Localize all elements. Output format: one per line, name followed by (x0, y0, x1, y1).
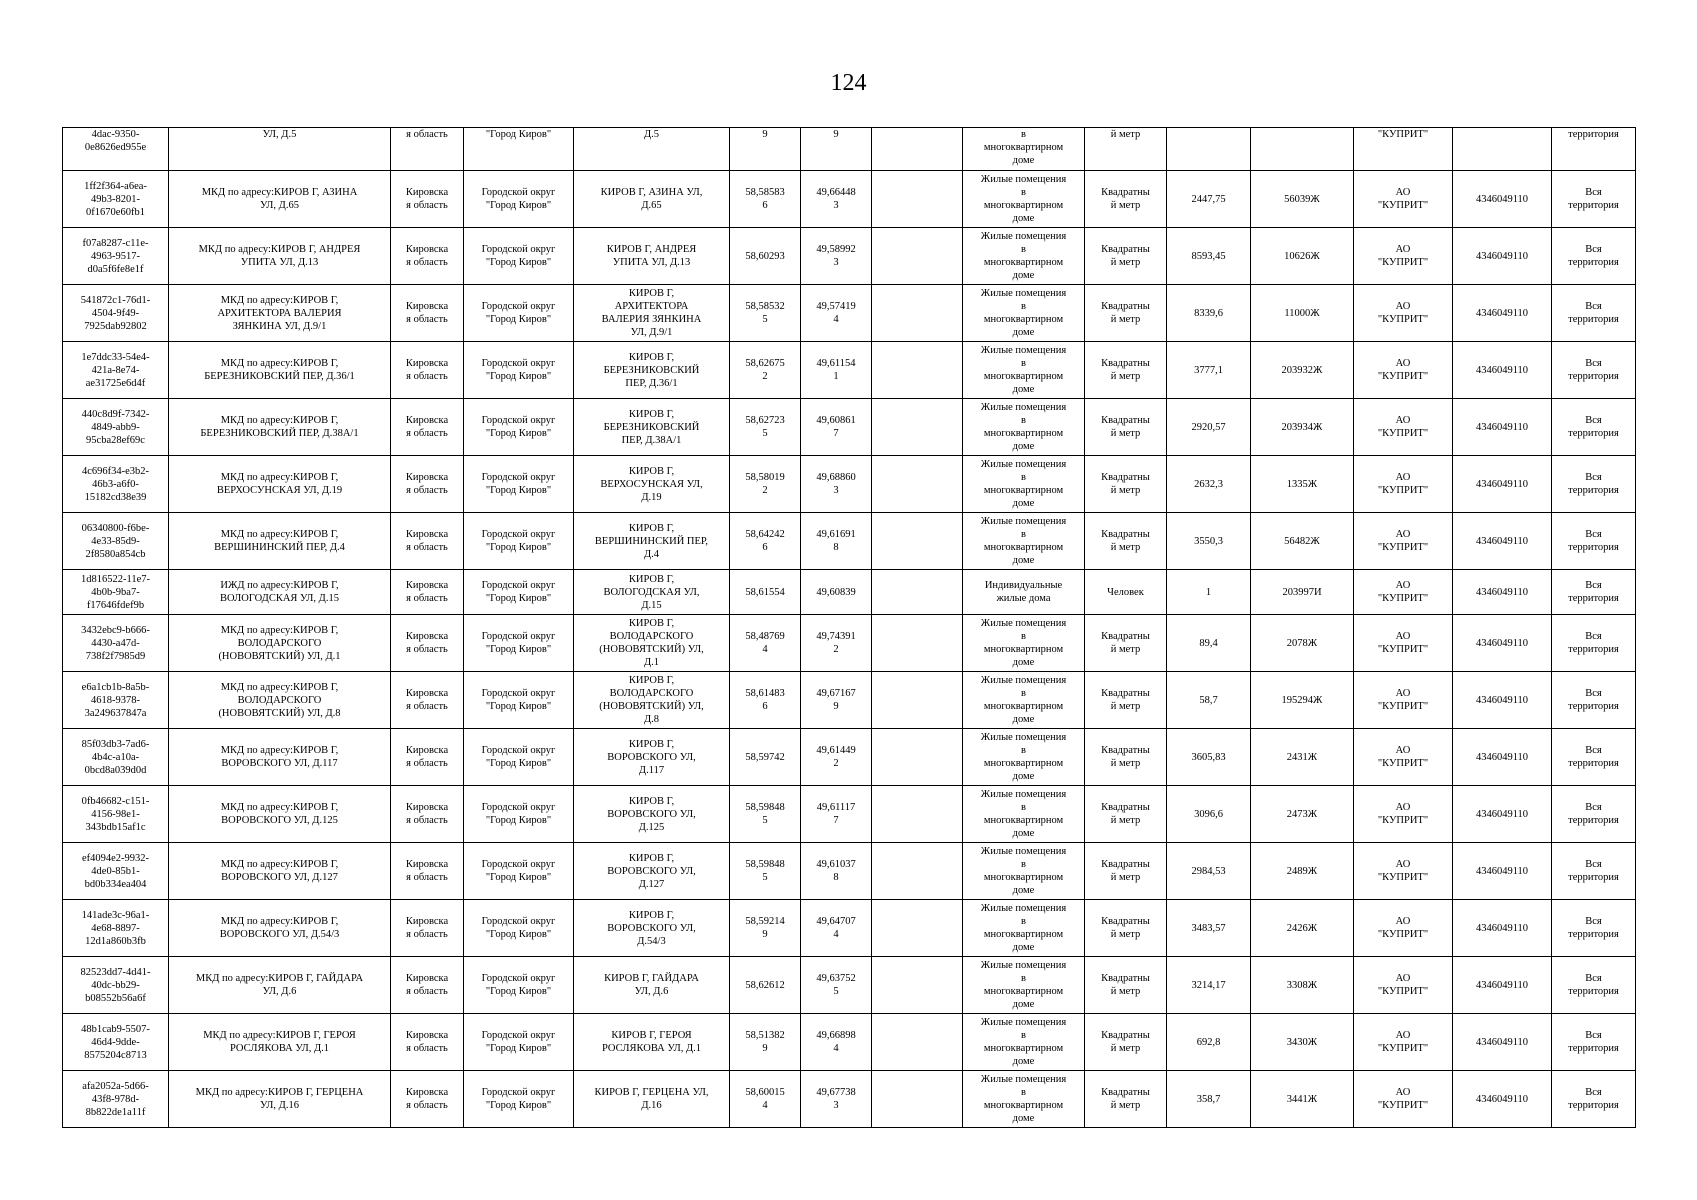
cell-inn: 4346049110 (1453, 456, 1552, 513)
table-row (63, 342, 1636, 399)
cell-address: КИРОВ Г, ГЕРОЯ РОСЛЯКОВА УЛ, Д.1 (574, 1014, 730, 1071)
cell-municipality: Городской округ "Город Киров" (464, 171, 574, 228)
cell-area: 3777,1 (1167, 342, 1251, 399)
table-row (63, 513, 1636, 570)
cell-region: Кировска я область (391, 513, 464, 570)
cell-blank (872, 615, 963, 672)
cell-category: Жилые помещения в многоквартирном доме (963, 900, 1085, 957)
cell-region: Кировска я область (391, 171, 464, 228)
cell-name: МКД по адресу:КИРОВ Г, АЗИНА УЛ, Д.65 (169, 171, 391, 228)
cell-blank (872, 399, 963, 456)
cell-latitude: 58,58583 6 (730, 171, 801, 228)
cell-municipality: Городской округ "Город Киров" (464, 615, 574, 672)
cell-category: Жилые помещения в многоквартирном доме (963, 843, 1085, 900)
table-row-continuation (63, 128, 1636, 171)
cell-id: 1d816522-11e7- 4b0b-9ba7- f17646fdef9b (63, 570, 169, 615)
cell-id: 48b1cab9-5507- 46d4-9dde- 8575204c8713 (63, 1014, 169, 1071)
cell-blank (872, 285, 963, 342)
cell-unit: Квадратны й метр (1085, 342, 1167, 399)
table-row (63, 843, 1636, 900)
cell-latitude: 9 (730, 128, 801, 171)
cell-address: КИРОВ Г, ВОРОВСКОГО УЛ, Д.125 (574, 786, 730, 843)
cell-region: Кировска я область (391, 1014, 464, 1071)
cell-name: МКД по адресу:КИРОВ Г, АНДРЕЯ УПИТА УЛ, Д.13 (169, 228, 391, 285)
cell-inn: 4346049110 (1453, 729, 1552, 786)
cell-name: МКД по адресу:КИРОВ Г, ВОЛОДАРСКОГО (НОВОВЯТСКИЙ) УЛ, Д.1 (169, 615, 391, 672)
cell-blank (872, 456, 963, 513)
cell-area: 89,4 (1167, 615, 1251, 672)
cell-unit: Квадратны й метр (1085, 786, 1167, 843)
cell-organization: АО "КУПРИТ" (1354, 342, 1453, 399)
cell-region: Кировска я область (391, 1071, 464, 1128)
cell-area: 3483,57 (1167, 900, 1251, 957)
cell-unit: Квадратны й метр (1085, 285, 1167, 342)
cell-latitude: 58,59742 (730, 729, 801, 786)
cell-unit: Квадратны й метр (1085, 513, 1167, 570)
cell-region: Кировска я область (391, 786, 464, 843)
cell-unit: Квадратны й метр (1085, 615, 1167, 672)
cell-blank (872, 1014, 963, 1071)
cell-municipality: Городской округ "Город Киров" (464, 786, 574, 843)
cell-organization: АО "КУПРИТ" (1354, 786, 1453, 843)
table-row (63, 228, 1636, 285)
page-number: 124 (830, 70, 867, 96)
cell-address: КИРОВ Г, ВЕРШИНИНСКИЙ ПЕР, Д.4 (574, 513, 730, 570)
cell-unit: Квадратны й метр (1085, 729, 1167, 786)
cell-region: Кировска я область (391, 729, 464, 786)
cell-inn: 4346049110 (1453, 672, 1552, 729)
cell-blank (872, 128, 963, 171)
cell-territory: Вся территория (1552, 399, 1636, 456)
table-row (63, 285, 1636, 342)
cell-region: Кировска я область (391, 285, 464, 342)
cell-territory: Вся территория (1552, 171, 1636, 228)
cell-name: УЛ, Д.5 (169, 128, 391, 171)
cell-longitude: 49,57419 4 (801, 285, 872, 342)
cell-area: 1 (1167, 570, 1251, 615)
cell-account: 2078Ж (1251, 615, 1354, 672)
cell-area: 2632,3 (1167, 456, 1251, 513)
cell-latitude: 58,58532 5 (730, 285, 801, 342)
cell-longitude: 49,61154 1 (801, 342, 872, 399)
cell-category: в многоквартирном доме (963, 128, 1085, 171)
cell-id: f07a8287-c11e- 4963-9517- d0a5f6fe8e1f (63, 228, 169, 285)
cell-longitude: 49,61037 8 (801, 843, 872, 900)
table-row (63, 786, 1636, 843)
cell-latitude: 58,61554 (730, 570, 801, 615)
table-row (63, 729, 1636, 786)
cell-name: МКД по адресу:КИРОВ Г, ГЕРОЯ РОСЛЯКОВА УЛ, Д.1 (169, 1014, 391, 1071)
cell-inn: 4346049110 (1453, 843, 1552, 900)
cell-account: 203997И (1251, 570, 1354, 615)
cell-inn: 4346049110 (1453, 786, 1552, 843)
cell-id: 141ade3c-96a1- 4e68-8897- 12d1a860b3fb (63, 900, 169, 957)
cell-address: КИРОВ Г, ВОЛОГОДСКАЯ УЛ, Д.15 (574, 570, 730, 615)
cell-blank (872, 786, 963, 843)
cell-organization: АО "КУПРИТ" (1354, 1014, 1453, 1071)
cell-inn: 4346049110 (1453, 342, 1552, 399)
cell-address: КИРОВ Г, ВОЛОДАРСКОГО (НОВОВЯТСКИЙ) УЛ, Д.8 (574, 672, 730, 729)
cell-name: ИЖД по адресу:КИРОВ Г, ВОЛОГОДСКАЯ УЛ, Д.15 (169, 570, 391, 615)
cell-id: 1e7ddc33-54e4- 421a-8e74- ae31725e6d4f (63, 342, 169, 399)
cell-longitude: 9 (801, 128, 872, 171)
cell-address: КИРОВ Г, ГЕРЦЕНА УЛ, Д.16 (574, 1071, 730, 1128)
cell-name: МКД по адресу:КИРОВ Г, БЕРЕЗНИКОВСКИЙ ПЕР, Д.36/1 (169, 342, 391, 399)
cell-territory: Вся территория (1552, 729, 1636, 786)
cell-municipality: Городской округ "Город Киров" (464, 285, 574, 342)
table-row (63, 456, 1636, 513)
cell-organization: АО "КУПРИТ" (1354, 615, 1453, 672)
cell-territory: Вся территория (1552, 957, 1636, 1014)
cell-latitude: 58,60293 (730, 228, 801, 285)
cell-unit: Человек (1085, 570, 1167, 615)
cell-address: Д.5 (574, 128, 730, 171)
cell-id: 4c696f34-e3b2- 46b3-a6f0- 15182cd38e39 (63, 456, 169, 513)
cell-area: 2984,53 (1167, 843, 1251, 900)
cell-territory: территория (1552, 128, 1636, 171)
cell-area: 8593,45 (1167, 228, 1251, 285)
cell-municipality: Городской округ "Город Киров" (464, 672, 574, 729)
cell-territory: Вся территория (1552, 285, 1636, 342)
cell-id: 06340800-f6be- 4e33-85d9- 2f8580a854cb (63, 513, 169, 570)
cell-longitude: 49,67738 3 (801, 1071, 872, 1128)
cell-region: я область (391, 128, 464, 171)
cell-municipality: Городской округ "Город Киров" (464, 729, 574, 786)
cell-address: КИРОВ Г, ГАЙДАРА УЛ, Д.6 (574, 957, 730, 1014)
cell-address: КИРОВ Г, ВОРОВСКОГО УЛ, Д.54/3 (574, 900, 730, 957)
cell-region: Кировска я область (391, 672, 464, 729)
cell-address: КИРОВ Г, АЗИНА УЛ, Д.65 (574, 171, 730, 228)
table-row (63, 672, 1636, 729)
cell-id: 0fb46682-c151- 4156-98e1- 343bdb15af1c (63, 786, 169, 843)
cell-territory: Вся территория (1552, 513, 1636, 570)
cell-longitude: 49,67167 9 (801, 672, 872, 729)
cell-blank (872, 843, 963, 900)
cell-region: Кировска я область (391, 570, 464, 615)
cell-account (1251, 128, 1354, 171)
cell-category: Жилые помещения в многоквартирном доме (963, 285, 1085, 342)
cell-account: 56039Ж (1251, 171, 1354, 228)
cell-unit: Квадратны й метр (1085, 1014, 1167, 1071)
cell-municipality: Городской округ "Город Киров" (464, 399, 574, 456)
cell-area: 3214,17 (1167, 957, 1251, 1014)
cell-organization: "КУПРИТ" (1354, 128, 1453, 171)
cell-id: e6a1cb1b-8a5b- 4618-9378- 3a249637847a (63, 672, 169, 729)
cell-area: 8339,6 (1167, 285, 1251, 342)
cell-category: Жилые помещения в многоквартирном доме (963, 1014, 1085, 1071)
cell-region: Кировска я область (391, 228, 464, 285)
cell-account: 2489Ж (1251, 843, 1354, 900)
cell-blank (872, 171, 963, 228)
cell-name: МКД по адресу:КИРОВ Г, ВОРОВСКОГО УЛ, Д.117 (169, 729, 391, 786)
cell-account: 203932Ж (1251, 342, 1354, 399)
cell-account: 3441Ж (1251, 1071, 1354, 1128)
cell-organization: АО "КУПРИТ" (1354, 285, 1453, 342)
cell-region: Кировска я область (391, 957, 464, 1014)
cell-area: 692,8 (1167, 1014, 1251, 1071)
cell-unit: Квадратны й метр (1085, 228, 1167, 285)
cell-organization: АО "КУПРИТ" (1354, 672, 1453, 729)
cell-name: МКД по адресу:КИРОВ Г, ВЕРШИНИНСКИЙ ПЕР, Д.4 (169, 513, 391, 570)
cell-territory: Вся территория (1552, 672, 1636, 729)
cell-id: 85f03db3-7ad6- 4b4c-a10a- 0bcd8a039d0d (63, 729, 169, 786)
cell-address: КИРОВ Г, ВОРОВСКОГО УЛ, Д.117 (574, 729, 730, 786)
cell-municipality: Городской округ "Город Киров" (464, 1071, 574, 1128)
cell-territory: Вся территория (1552, 900, 1636, 957)
cell-account: 2431Ж (1251, 729, 1354, 786)
cell-name: МКД по адресу:КИРОВ Г, БЕРЕЗНИКОВСКИЙ ПЕР, Д.38А/1 (169, 399, 391, 456)
cell-category: Жилые помещения в многоквартирном доме (963, 672, 1085, 729)
cell-territory: Вся территория (1552, 342, 1636, 399)
cell-territory: Вся территория (1552, 570, 1636, 615)
cell-region: Кировска я область (391, 900, 464, 957)
cell-address: КИРОВ Г, БЕРЕЗНИКОВСКИЙ ПЕР, Д.38А/1 (574, 399, 730, 456)
cell-category: Жилые помещения в многоквартирном доме (963, 615, 1085, 672)
cell-account: 2473Ж (1251, 786, 1354, 843)
cell-longitude: 49,61449 2 (801, 729, 872, 786)
cell-area: 2447,75 (1167, 171, 1251, 228)
cell-latitude: 58,62612 (730, 957, 801, 1014)
cell-municipality: Городской округ "Город Киров" (464, 456, 574, 513)
cell-area: 358,7 (1167, 1071, 1251, 1128)
cell-category: Жилые помещения в многоквартирном доме (963, 513, 1085, 570)
cell-unit: Квадратны й метр (1085, 399, 1167, 456)
cell-address: КИРОВ Г, БЕРЕЗНИКОВСКИЙ ПЕР, Д.36/1 (574, 342, 730, 399)
cell-account: 56482Ж (1251, 513, 1354, 570)
cell-latitude: 58,51382 9 (730, 1014, 801, 1071)
table-row (63, 570, 1636, 615)
cell-category: Индивидуальные жилые дома (963, 570, 1085, 615)
cell-region: Кировска я область (391, 342, 464, 399)
cell-category: Жилые помещения в многоквартирном доме (963, 399, 1085, 456)
cell-organization: АО "КУПРИТ" (1354, 1071, 1453, 1128)
cell-area: 3605,83 (1167, 729, 1251, 786)
cell-blank (872, 900, 963, 957)
cell-organization: АО "КУПРИТ" (1354, 570, 1453, 615)
cell-longitude: 49,74391 2 (801, 615, 872, 672)
table-body (63, 128, 1636, 1128)
cell-territory: Вся территория (1552, 228, 1636, 285)
cell-longitude: 49,66448 3 (801, 171, 872, 228)
cell-latitude: 58,48769 4 (730, 615, 801, 672)
cell-blank (872, 672, 963, 729)
cell-municipality: Городской округ "Город Киров" (464, 570, 574, 615)
cell-id: 4dac-9350- 0e8626ed955e (63, 128, 169, 171)
cell-inn: 4346049110 (1453, 957, 1552, 1014)
cell-municipality: Городской округ "Город Киров" (464, 843, 574, 900)
cell-longitude: 49,60861 7 (801, 399, 872, 456)
cell-name: МКД по адресу:КИРОВ Г, ВОРОВСКОГО УЛ, Д.125 (169, 786, 391, 843)
cell-account: 203934Ж (1251, 399, 1354, 456)
cell-latitude: 58,59848 5 (730, 843, 801, 900)
table-row (63, 1014, 1636, 1071)
cell-longitude: 49,66898 4 (801, 1014, 872, 1071)
cell-blank (872, 228, 963, 285)
cell-name: МКД по адресу:КИРОВ Г, ГЕРЦЕНА УЛ, Д.16 (169, 1071, 391, 1128)
cell-blank (872, 570, 963, 615)
cell-latitude: 58,61483 6 (730, 672, 801, 729)
cell-address: КИРОВ Г, АНДРЕЯ УПИТА УЛ, Д.13 (574, 228, 730, 285)
cell-territory: Вся территория (1552, 1071, 1636, 1128)
cell-inn: 4346049110 (1453, 171, 1552, 228)
cell-unit: Квадратны й метр (1085, 900, 1167, 957)
cell-territory: Вся территория (1552, 786, 1636, 843)
cell-unit: Квадратны й метр (1085, 672, 1167, 729)
cell-latitude: 58,59848 5 (730, 786, 801, 843)
cell-name: МКД по адресу:КИРОВ Г, ВОРОВСКОГО УЛ, Д.54/3 (169, 900, 391, 957)
registry-table (62, 127, 1636, 1128)
cell-category: Жилые помещения в многоквартирном доме (963, 1071, 1085, 1128)
cell-account: 10626Ж (1251, 228, 1354, 285)
cell-municipality: Городской округ "Город Киров" (464, 228, 574, 285)
cell-latitude: 58,62723 5 (730, 399, 801, 456)
cell-territory: Вся территория (1552, 1014, 1636, 1071)
cell-unit: Квадратны й метр (1085, 1071, 1167, 1128)
cell-category: Жилые помещения в многоквартирном доме (963, 786, 1085, 843)
cell-category: Жилые помещения в многоквартирном доме (963, 456, 1085, 513)
cell-address: КИРОВ Г, АРХИТЕКТОРА ВАЛЕРИЯ ЗЯНКИНА УЛ, Д.9/1 (574, 285, 730, 342)
cell-area: 58,7 (1167, 672, 1251, 729)
cell-inn (1453, 128, 1552, 171)
cell-id: 440c8d9f-7342- 4849-abb9- 95cba28ef69c (63, 399, 169, 456)
table-row (63, 957, 1636, 1014)
cell-region: Кировска я область (391, 843, 464, 900)
cell-municipality: "Город Киров" (464, 128, 574, 171)
cell-longitude: 49,61117 7 (801, 786, 872, 843)
cell-blank (872, 1071, 963, 1128)
cell-latitude: 58,58019 2 (730, 456, 801, 513)
cell-inn: 4346049110 (1453, 615, 1552, 672)
cell-unit: Квадратны й метр (1085, 171, 1167, 228)
table-row (63, 1071, 1636, 1128)
cell-latitude: 58,64242 6 (730, 513, 801, 570)
cell-name: МКД по адресу:КИРОВ Г, ВЕРХОСУНСКАЯ УЛ, Д.19 (169, 456, 391, 513)
cell-address: КИРОВ Г, ВЕРХОСУНСКАЯ УЛ, Д.19 (574, 456, 730, 513)
cell-area (1167, 128, 1251, 171)
cell-address: КИРОВ Г, ВОЛОДАРСКОГО (НОВОВЯТСКИЙ) УЛ, Д.1 (574, 615, 730, 672)
cell-organization: АО "КУПРИТ" (1354, 171, 1453, 228)
cell-organization: АО "КУПРИТ" (1354, 729, 1453, 786)
cell-account: 3308Ж (1251, 957, 1354, 1014)
cell-inn: 4346049110 (1453, 228, 1552, 285)
cell-id: ef4094e2-9932- 4de0-85b1- bd0b334ea404 (63, 843, 169, 900)
cell-region: Кировска я область (391, 456, 464, 513)
cell-longitude: 49,68860 3 (801, 456, 872, 513)
cell-longitude: 49,58992 3 (801, 228, 872, 285)
cell-municipality: Городской округ "Город Киров" (464, 342, 574, 399)
cell-blank (872, 729, 963, 786)
cell-area: 3096,6 (1167, 786, 1251, 843)
cell-territory: Вся территория (1552, 843, 1636, 900)
cell-id: 82523dd7-4d41- 40dc-bb29- b08552b56a6f (63, 957, 169, 1014)
cell-inn: 4346049110 (1453, 1071, 1552, 1128)
cell-region: Кировска я область (391, 615, 464, 672)
cell-municipality: Городской округ "Город Киров" (464, 900, 574, 957)
cell-territory: Вся территория (1552, 456, 1636, 513)
cell-organization: АО "КУПРИТ" (1354, 513, 1453, 570)
cell-account: 2426Ж (1251, 900, 1354, 957)
cell-inn: 4346049110 (1453, 1014, 1552, 1071)
cell-inn: 4346049110 (1453, 285, 1552, 342)
cell-id: afa2052a-5d66- 43f8-978d- 8b822de1a11f (63, 1071, 169, 1128)
table-row (63, 900, 1636, 957)
table-row (63, 171, 1636, 228)
cell-inn: 4346049110 (1453, 900, 1552, 957)
cell-longitude: 49,60839 (801, 570, 872, 615)
cell-unit: й метр (1085, 128, 1167, 171)
cell-area: 3550,3 (1167, 513, 1251, 570)
cell-inn: 4346049110 (1453, 399, 1552, 456)
cell-longitude: 49,61691 8 (801, 513, 872, 570)
table-row (63, 615, 1636, 672)
cell-municipality: Городской округ "Город Киров" (464, 1014, 574, 1071)
cell-id: 541872c1-76d1- 4504-9f49- 7925dab92802 (63, 285, 169, 342)
cell-municipality: Городской округ "Город Киров" (464, 513, 574, 570)
cell-name: МКД по адресу:КИРОВ Г, АРХИТЕКТОРА ВАЛЕРИЯ ЗЯНКИНА УЛ, Д.9/1 (169, 285, 391, 342)
cell-region: Кировска я область (391, 399, 464, 456)
cell-longitude: 49,63752 5 (801, 957, 872, 1014)
cell-inn: 4346049110 (1453, 570, 1552, 615)
cell-territory: Вся территория (1552, 615, 1636, 672)
cell-account: 1335Ж (1251, 456, 1354, 513)
cell-longitude: 49,64707 4 (801, 900, 872, 957)
cell-account: 3430Ж (1251, 1014, 1354, 1071)
cell-id: 1ff2f364-a6ea- 49b3-8201- 0f1670e60fb1 (63, 171, 169, 228)
cell-category: Жилые помещения в многоквартирном доме (963, 729, 1085, 786)
cell-account: 11000Ж (1251, 285, 1354, 342)
cell-latitude: 58,60015 4 (730, 1071, 801, 1128)
cell-category: Жилые помещения в многоквартирном доме (963, 228, 1085, 285)
cell-name: МКД по адресу:КИРОВ Г, ВОРОВСКОГО УЛ, Д.127 (169, 843, 391, 900)
cell-unit: Квадратны й метр (1085, 456, 1167, 513)
cell-municipality: Городской округ "Город Киров" (464, 957, 574, 1014)
cell-unit: Квадратны й метр (1085, 843, 1167, 900)
cell-area: 2920,57 (1167, 399, 1251, 456)
cell-id: 3432ebc9-b666- 4430-a47d- 738f2f7985d9 (63, 615, 169, 672)
cell-latitude: 58,62675 2 (730, 342, 801, 399)
cell-address: КИРОВ Г, ВОРОВСКОГО УЛ, Д.127 (574, 843, 730, 900)
cell-organization: АО "КУПРИТ" (1354, 456, 1453, 513)
cell-organization: АО "КУПРИТ" (1354, 843, 1453, 900)
cell-category: Жилые помещения в многоквартирном доме (963, 342, 1085, 399)
cell-blank (872, 957, 963, 1014)
cell-inn: 4346049110 (1453, 513, 1552, 570)
cell-name: МКД по адресу:КИРОВ Г, ВОЛОДАРСКОГО (НОВОВЯТСКИЙ) УЛ, Д.8 (169, 672, 391, 729)
cell-organization: АО "КУПРИТ" (1354, 900, 1453, 957)
cell-organization: АО "КУПРИТ" (1354, 399, 1453, 456)
cell-unit: Квадратны й метр (1085, 957, 1167, 1014)
cell-blank (872, 342, 963, 399)
cell-organization: АО "КУПРИТ" (1354, 957, 1453, 1014)
table-row (63, 399, 1636, 456)
cell-latitude: 58,59214 9 (730, 900, 801, 957)
cell-category: Жилые помещения в многоквартирном доме (963, 171, 1085, 228)
cell-blank (872, 513, 963, 570)
cell-organization: АО "КУПРИТ" (1354, 228, 1453, 285)
cell-category: Жилые помещения в многоквартирном доме (963, 957, 1085, 1014)
cell-account: 195294Ж (1251, 672, 1354, 729)
cell-name: МКД по адресу:КИРОВ Г, ГАЙДАРА УЛ, Д.6 (169, 957, 391, 1014)
